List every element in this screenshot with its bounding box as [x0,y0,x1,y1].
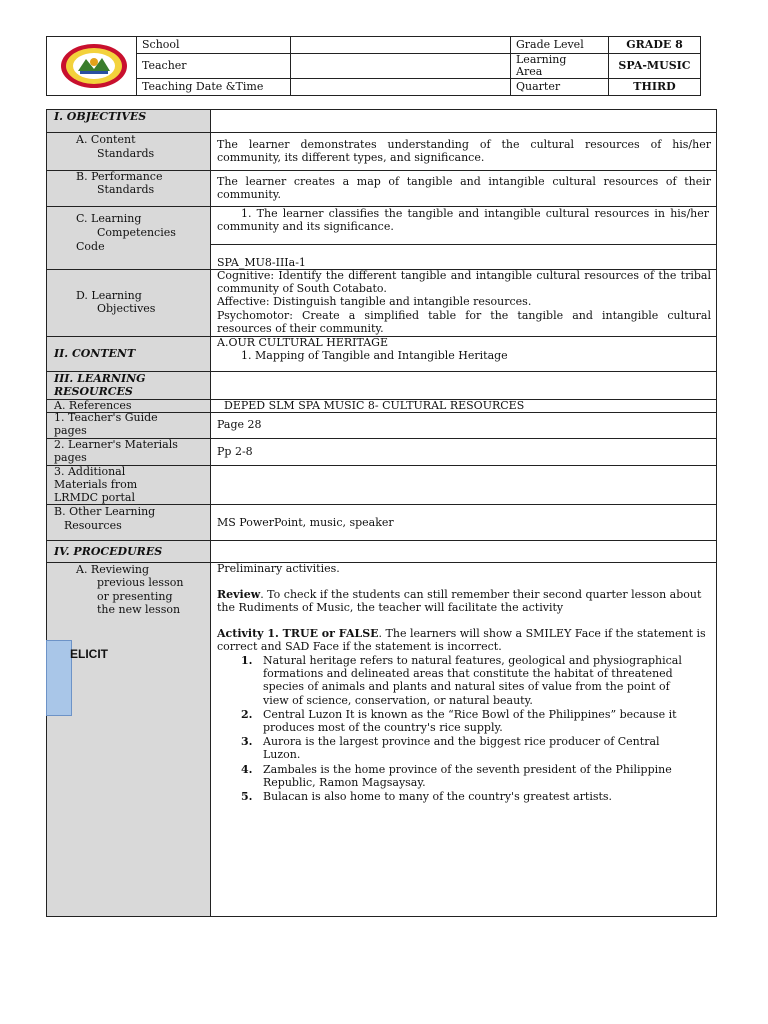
school-label: School [142,38,180,51]
area-label-1: Learning [516,53,567,66]
references-text: DEPED SLM SPA MUSIC 8- CULTURAL RESOURCES [224,399,525,412]
teacher-label: Teacher [142,59,187,72]
list-item [217,763,687,789]
item-text: Aurora is the largest province and the biggest rice producer of Central Luzon. [263,735,660,762]
competency-text: 1. The learner classifies the tangible and intangible cultural resources in his/her community and its significance. [217,207,709,233]
additional-materials-label-2: Materials from [54,478,138,491]
school-field[interactable] [292,37,508,52]
objectives-heading: I. OBJECTIVES [54,110,147,123]
deped-seal-icon [52,41,136,91]
quarter-value: THIRD [633,80,676,93]
item-text: Bulacan is also home to many of the country's greatest artists. [263,790,613,804]
list-item [217,735,687,761]
item-number: 2. [241,707,253,721]
content-line-2: 1. Mapping of Tangible and Intangible Heritage [241,349,508,362]
cognitive-objective: Cognitive: Identify the different tangible and intangible cultural resources of the tribal community of South Cotabato. [217,269,711,295]
procedures-heading: IV. PROCEDURES [54,545,163,558]
item-text: Central Luzon It is known as the “Rice Bowl of the Philippines” because it produces most of the country's rice supply. [263,707,677,735]
other-resources-text: MS PowerPoint, music, speaker [217,516,394,529]
learners-materials-label-1: 2. Learner's Materials [54,438,178,451]
true-false-list [217,654,687,803]
references-label: A. References [54,399,132,412]
competencies-label-1: C. Learning [76,212,142,225]
header-table [46,36,701,96]
content-heading: II. CONTENT [54,347,136,360]
review-paragraph [217,588,711,614]
list-item [217,790,687,803]
competencies-label-3: Code [76,240,105,253]
performance-standards-label-1: B. Performance [76,170,163,183]
reviewing-label-1: A. Reviewing [76,563,150,576]
review-text: . To check if the students can still remember their second quarter lesson about the Rudiments of Music, the teacher will facilitate the activity [217,588,702,614]
teacher-field[interactable] [292,55,508,77]
teachers-guide-label-1: 1. Teacher's Guide [54,411,158,424]
item-number: 3. [241,735,253,749]
reviewing-label-3: or presenting [97,590,173,603]
learning-objectives-label-1: D. Learning [76,289,142,302]
item-number: 4. [241,762,253,776]
area-label-2: Area [516,65,543,78]
quarter-label: Quarter [516,80,561,93]
resources-heading-1: III. LEARNING [54,372,146,385]
content-line-1: A.OUR CULTURAL HERITAGE [217,336,388,349]
teachers-guide-text: Page 28 [217,418,262,431]
learners-materials-text: Pp 2-8 [217,445,253,458]
area-value: SPA-MUSIC [618,59,691,72]
date-label: Teaching Date &Time [142,80,264,93]
list-item [217,708,687,734]
performance-standards-label-2: Standards [97,183,155,196]
content-standards-label-2: Standards [97,147,155,160]
grade-label: Grade Level [516,38,584,51]
elicit-label: ELICIT [70,647,108,661]
learners-materials-label-2: pages [54,451,87,464]
activity-bold: Activity 1. TRUE or FALSE [217,627,379,640]
school-logo [52,41,136,91]
elicit-tag [46,640,72,716]
lesson-plan-table [46,109,717,917]
additional-materials-label-1: 3. Additional [54,465,126,478]
preliminary-activities: Preliminary activities. [217,562,340,575]
additional-materials-label-3: LRMDC portal [54,491,136,504]
other-resources-label-2: Resources [64,519,122,532]
item-number: 1. [241,654,253,667]
psychomotor-objective: Psychomotor: Create a simplified table for the tangible and intangible cultural resources of their community. [217,309,711,335]
affective-objective: Affective: Distinguish tangible and intangible resources. [217,295,532,308]
item-text: Zambales is the home province of the seventh president of the Philippine Republic, Ramon Magsaysay. [263,762,672,789]
grade-value: GRADE 8 [626,38,683,51]
list-item [217,654,687,707]
performance-standards-text: The learner creates a map of tangible and intangible cultural resources of their community. [217,175,711,201]
content-standards-text: The learner demonstrates understanding of the cultural resources of his/her community, its different types, and significance. [217,138,711,164]
competency-code: SPA_MU8-IIIa-1 [217,256,306,269]
activity-paragraph [217,627,711,653]
teachers-guide-label-2: pages [54,424,87,437]
content-standards-label-1: A. Content [76,133,136,146]
reviewing-label-2: previous lesson [97,576,184,589]
competencies-label-2: Competencies [97,226,176,239]
date-field[interactable] [292,80,508,95]
activity-text: . The learners will show a SMILEY Face if the statement is correct and SAD Face if the statement is incorrect. [217,627,706,653]
resources-heading-2: RESOURCES [54,385,133,398]
review-bold: Review [217,588,261,601]
reviewing-label-4: the new lesson [97,603,181,616]
item-text: Natural heritage refers to natural features, geological and physiographical formations and delineated areas that constitute the habitat of threatened species of animals and plants and natural sites of value from the point of view of science, conservation, or natural beauty. [263,654,682,707]
other-resources-label-1: B. Other Learning [54,505,156,518]
learning-objectives-label-2: Objectives [97,302,156,315]
item-number: 5. [241,790,253,804]
